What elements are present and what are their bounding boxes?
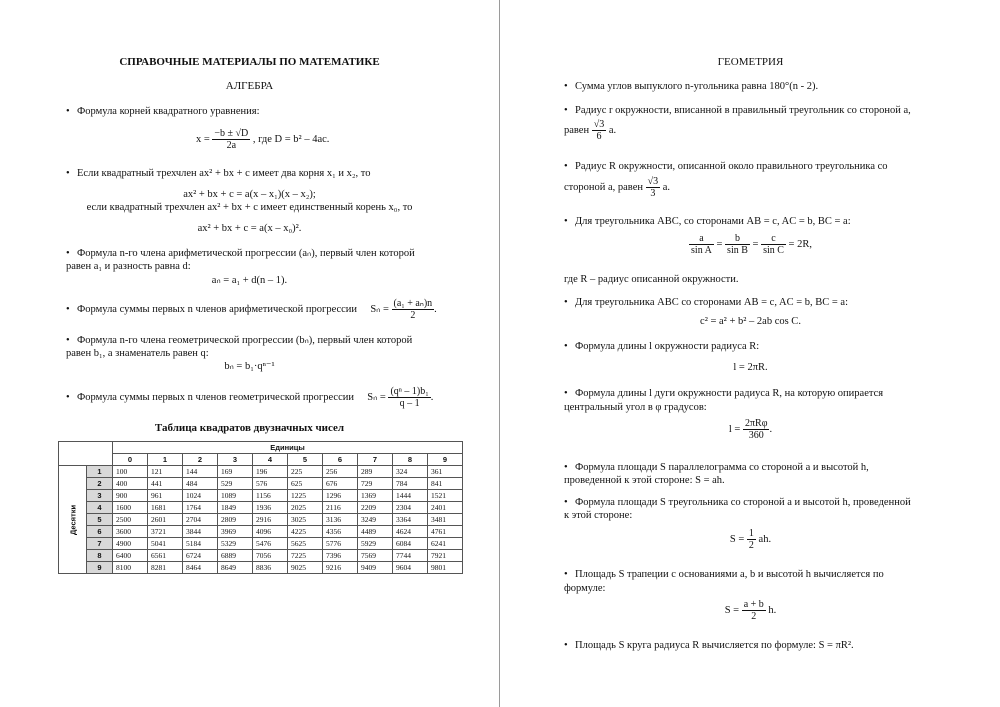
sines-b-numerator: b	[725, 233, 750, 245]
table-cell: 1089	[218, 490, 253, 502]
table-cell: 2304	[393, 502, 428, 514]
quadratic-rhs: , где D = b² – 4ac.	[252, 133, 330, 145]
table-cell: 5184	[183, 538, 218, 550]
left-page	[0, 0, 499, 707]
triangle-suffix: ah.	[758, 533, 772, 545]
parallelogram-area-text-2: проведенной к этой стороне: S = ah.	[564, 475, 725, 486]
table-cell: 3025	[288, 514, 323, 526]
trapezoid-denominator: 2	[751, 611, 757, 622]
circum-prefix: стороной a, равен	[564, 181, 643, 193]
sines-a-numerator: a	[689, 233, 714, 245]
geom-nth-formula: bₙ = b₁·qⁿ⁻¹	[224, 361, 275, 372]
column-header: 0	[113, 454, 148, 466]
table-cell: 4489	[358, 526, 393, 538]
triangle-numerator: 1	[748, 528, 754, 539]
table-corner	[59, 442, 113, 466]
arith-sum-lhs: Sₙ =	[370, 303, 389, 315]
geom-sum-row: • Формула суммы первых n членов геометрической прогрессии Sₙ = $\frac{\text{(qⁿ – 1)b₁}}{q - 1}$ .	[66, 386, 433, 409]
arith-sum-fraction	[392, 298, 435, 321]
table-cell: 8100	[113, 562, 148, 574]
table-cell: 961	[148, 490, 183, 502]
table-row	[59, 478, 463, 490]
triangle-area-text-2: к этой стороне:	[564, 510, 633, 521]
table-cell: 3844	[183, 526, 218, 538]
inscribed-radius-row	[564, 119, 616, 142]
quadratic-denominator: 2a	[226, 140, 237, 151]
table-row	[59, 466, 463, 478]
table-cell: 1225	[288, 490, 323, 502]
arith-sum-text: • Формула суммы первых n членов арифметической прогрессии	[66, 304, 357, 315]
table-cell: 9801	[428, 562, 463, 574]
law-of-sines-text: • Для треугольника ABC, со сторонами AB = c, AC = b, BC = a:	[564, 215, 851, 228]
table-cell: 5329	[218, 538, 253, 550]
arc-numerator: 2πRφ	[744, 418, 768, 429]
table-cell: 1764	[183, 502, 218, 514]
table-row	[59, 490, 463, 502]
table-cell: 2809	[218, 514, 253, 526]
arith-sum-row: • Формула суммы первых n членов арифметической прогрессии Sₙ = $\frac{\text{(a₁ + aₙ)n}}{2}$ .	[66, 298, 437, 321]
table-cell: 8836	[253, 562, 288, 574]
circle-area-text: • Площадь S круга радиуса R вычисляется по формуле: S = πR².	[564, 639, 854, 652]
arc-lhs: l =	[728, 423, 741, 435]
table-row	[59, 526, 463, 538]
table-cell: 2025	[288, 502, 323, 514]
table-cell: 576	[253, 478, 288, 490]
table-cell: 7744	[393, 550, 428, 562]
table-cell: 3481	[428, 514, 463, 526]
table-cell: 9604	[393, 562, 428, 574]
arith-nth-text-2: равен a₁ и разность равна d:	[66, 261, 191, 272]
table-cell: 196	[253, 466, 288, 478]
inscribed-radius-text-1: • Радиус r окружности, вписанной в правильный треугольник со стороной a,	[564, 104, 911, 117]
table-cell: 1296	[323, 490, 358, 502]
table-cell: 8649	[218, 562, 253, 574]
arc-denominator: 360	[748, 430, 764, 441]
column-header: 3	[218, 454, 253, 466]
row-header: 1	[87, 466, 113, 478]
inscribed-prefix: равен	[564, 124, 590, 136]
column-header: 1	[148, 454, 183, 466]
table-cell: 324	[393, 466, 428, 478]
table-cell: 256	[323, 466, 358, 478]
factor-eq-1: ax² + bx + c = a(x – x₁)(x – x₂);	[183, 189, 316, 200]
arith-nth-formula: aₙ = a₁ + d(n – 1).	[211, 275, 288, 286]
triangle-lhs: S =	[729, 533, 745, 545]
table-cell: 7225	[288, 550, 323, 562]
geom-nth-text-2: равен b₁, а знаменатель равен q:	[66, 348, 209, 359]
section-heading-geometry: ГЕОМЕТРИЯ	[717, 56, 784, 68]
table-cell: 361	[428, 466, 463, 478]
table-cell: 7056	[253, 550, 288, 562]
trapezoid-area-text-2: формуле:	[564, 583, 606, 594]
trapezoid-fraction	[742, 599, 766, 622]
angle-sum-text: • Сумма углов выпуклого n-угольника равна 180°(n - 2).	[564, 80, 818, 93]
table-cell: 4761	[428, 526, 463, 538]
table-cell: 3600	[113, 526, 148, 538]
table-cell: 2116	[323, 502, 358, 514]
column-header: 6	[323, 454, 358, 466]
table-cell: 6561	[148, 550, 183, 562]
table-cell: 2209	[358, 502, 393, 514]
table-cell: 9216	[323, 562, 358, 574]
table-row	[59, 502, 463, 514]
table-cell: 1849	[218, 502, 253, 514]
table-cell: 5041	[148, 538, 183, 550]
table-cell: 7921	[428, 550, 463, 562]
row-header: 4	[87, 502, 113, 514]
table-cell: 4096	[253, 526, 288, 538]
table-cell: 8464	[183, 562, 218, 574]
triangle-area-formula	[501, 528, 1000, 551]
row-header: 9	[87, 562, 113, 574]
squares-table	[58, 441, 463, 574]
table-cell: 5476	[253, 538, 288, 550]
table-cell: 6724	[183, 550, 218, 562]
table-cell: 2601	[148, 514, 183, 526]
geom-nth-text-1: • Формула n-го члена геометрической прогрессии (bₙ), первый член которой	[66, 334, 412, 347]
geom-sum-fraction	[388, 386, 430, 409]
sines-b-fraction	[725, 233, 750, 256]
triangle-denominator: 2	[748, 540, 754, 551]
law-of-cosines-text: • Для треугольника ABC со сторонами AB = c, AC = b, BC = a:	[564, 296, 848, 309]
trapezoid-lhs: S =	[724, 604, 740, 616]
table-cell: 1024	[183, 490, 218, 502]
circum-fraction	[646, 176, 661, 199]
law-of-sines-note: где R – радиус описанной окружности.	[564, 274, 739, 285]
row-header: 8	[87, 550, 113, 562]
table-cell: 5776	[323, 538, 358, 550]
page-title: СПРАВОЧНЫЕ МАТЕРИАЛЫ ПО МАТЕМАТИКЕ	[119, 56, 380, 68]
table-cell: 3969	[218, 526, 253, 538]
table-cell: 8281	[148, 562, 183, 574]
table-cell: 400	[113, 478, 148, 490]
quadratic-roots-formula	[196, 128, 329, 151]
row-header: 5	[87, 514, 113, 526]
table-cell: 144	[183, 466, 218, 478]
quadratic-numerator: −b ± √D	[214, 128, 249, 139]
inscribed-numerator: √3	[593, 119, 605, 130]
table-cell: 729	[358, 478, 393, 490]
arc-length-text-2: центральный угол в φ градусов:	[564, 402, 707, 413]
arc-length-text-1: • Формула длины l дуги окружности радиуса R, на которую опирается	[564, 387, 883, 400]
table-cell: 225	[288, 466, 323, 478]
table-cell: 841	[428, 478, 463, 490]
table-row	[59, 514, 463, 526]
row-header: 7	[87, 538, 113, 550]
sines-a-fraction	[689, 233, 714, 256]
table-cell: 900	[113, 490, 148, 502]
row-header: 3	[87, 490, 113, 502]
table-cell: 625	[288, 478, 323, 490]
row-header: 2	[87, 478, 113, 490]
geom-sum-numerator: (qⁿ – 1)b₁	[390, 386, 429, 397]
row-header: 6	[87, 526, 113, 538]
table-cell: 289	[358, 466, 393, 478]
table-row	[59, 562, 463, 574]
table-cell: 9409	[358, 562, 393, 574]
table-cell: 5929	[358, 538, 393, 550]
table-cell: 6084	[393, 538, 428, 550]
factor-text-2: если квадратный трехчлен ax² + bx + c имеет единственный корень x₀, то	[86, 202, 413, 213]
table-cell: 784	[393, 478, 428, 490]
table-cell: 3364	[393, 514, 428, 526]
factor-text-1: • Если квадратный трехчлен ax² + bx + c имеет два корня x₁ и x₂, то	[66, 167, 370, 180]
sines-b-denominator: sin B	[727, 245, 748, 256]
table-cell: 9025	[288, 562, 323, 574]
circum-suffix: a.	[662, 181, 671, 193]
column-header: 2	[183, 454, 218, 466]
arc-length-formula	[501, 418, 1000, 441]
page-divider	[499, 0, 500, 707]
circumscribed-radius-row	[564, 176, 670, 199]
inscribed-denominator: 6	[596, 131, 602, 142]
quadratic-lhs: x =	[196, 133, 210, 145]
law-of-cosines-formula: c² = a² + b² – 2ab cos C.	[700, 316, 801, 327]
geom-sum-denominator: q – 1	[399, 398, 420, 409]
column-header: 8	[393, 454, 428, 466]
table-cell: 3136	[323, 514, 358, 526]
squares-table-title: Таблица квадратов двузначных чисел	[154, 422, 345, 434]
units-header: Единицы	[113, 442, 463, 454]
table-cell: 1521	[428, 490, 463, 502]
quadratic-fraction	[212, 128, 250, 151]
geom-sum-lhs: Sₙ =	[367, 391, 386, 403]
table-cell: 441	[148, 478, 183, 490]
table-cell: 169	[218, 466, 253, 478]
table-cell: 4225	[288, 526, 323, 538]
table-cell: 676	[323, 478, 358, 490]
table-row	[59, 538, 463, 550]
table-cell: 3721	[148, 526, 183, 538]
table-cell: 1936	[253, 502, 288, 514]
table-cell: 529	[218, 478, 253, 490]
inscribed-suffix: a.	[608, 124, 617, 136]
table-cell: 4624	[393, 526, 428, 538]
circum-denominator: 3	[650, 188, 656, 199]
table-cell: 6400	[113, 550, 148, 562]
table-cell: 2704	[183, 514, 218, 526]
trapezoid-area-formula	[501, 599, 1000, 622]
table-cell: 4900	[113, 538, 148, 550]
circumscribed-radius-text-1: • Радиус R окружности, описанной около правильного треугольника со	[564, 160, 888, 173]
parallelogram-area-text-1: • Формула площади S параллелограмма со стороной a и высотой h,	[564, 461, 869, 474]
sines-rhs: = 2R,	[788, 238, 812, 250]
circum-numerator: √3	[647, 176, 659, 187]
table-cell: 4356	[323, 526, 358, 538]
arc-suffix: .	[769, 423, 773, 435]
arc-fraction	[743, 418, 773, 441]
table-cell: 1369	[358, 490, 393, 502]
quadratic-roots-text: • Формула корней квадратного уравнения:	[66, 105, 260, 118]
table-cell: 100	[113, 466, 148, 478]
table-cell: 6241	[428, 538, 463, 550]
column-header: 9	[428, 454, 463, 466]
arith-nth-text-1: • Формула n-го члена арифметической прогрессии (aₙ), первый член которой	[66, 247, 415, 260]
circumference-formula: l = 2πR.	[733, 362, 768, 373]
sines-c-fraction	[761, 233, 786, 256]
triangle-fraction	[747, 528, 756, 551]
table-cell: 5625	[288, 538, 323, 550]
table-cell: 2916	[253, 514, 288, 526]
inscribed-fraction	[592, 119, 607, 142]
geom-sum-text: • Формула суммы первых n членов геометрической прогрессии	[66, 392, 354, 403]
sines-c-denominator: sin C	[763, 245, 784, 256]
table-cell: 2401	[428, 502, 463, 514]
factor-eq-2: ax² + bx + c = a(x – x₀)².	[197, 223, 302, 234]
column-header: 5	[288, 454, 323, 466]
triangle-area-text-1: • Формула площади S треугольника со стороной a и высотой h, проведенной	[564, 496, 911, 509]
arith-sum-denominator: 2	[410, 310, 416, 321]
circumference-text: • Формула длины l окружности радиуса R:	[564, 340, 759, 353]
right-page	[501, 0, 1000, 707]
trapezoid-area-text-1: • Площадь S трапеции с основаниями a, b и высотой h вычисляется по	[564, 568, 884, 581]
tens-label: Десятки	[59, 466, 87, 574]
column-header: 7	[358, 454, 393, 466]
table-cell: 121	[148, 466, 183, 478]
table-cell: 1444	[393, 490, 428, 502]
table-cell: 3249	[358, 514, 393, 526]
section-heading-algebra: АЛГЕБРА	[225, 80, 274, 92]
table-cell: 7569	[358, 550, 393, 562]
arith-sum-numerator: (a₁ + aₙ)n	[393, 298, 433, 309]
column-header-row	[59, 454, 463, 466]
table-cell: 7396	[323, 550, 358, 562]
table-row	[59, 550, 463, 562]
table-cell: 2500	[113, 514, 148, 526]
sines-c-numerator: c	[761, 233, 786, 245]
table-cell: 1600	[113, 502, 148, 514]
law-of-sines-formula: $\frac{a}{\text{sin A}}$ = $\frac{b}{\text{sin B}}$ = $\frac{c}{\text{sin C}}$ = 2R,	[691, 233, 812, 256]
table-cell: 6889	[218, 550, 253, 562]
table-cell: 1156	[253, 490, 288, 502]
table-cell: 484	[183, 478, 218, 490]
table-cell: 1681	[148, 502, 183, 514]
trapezoid-numerator: a + b	[743, 599, 764, 610]
trapezoid-suffix: h.	[768, 604, 777, 616]
column-header: 4	[253, 454, 288, 466]
sines-a-denominator: sin A	[691, 245, 712, 256]
